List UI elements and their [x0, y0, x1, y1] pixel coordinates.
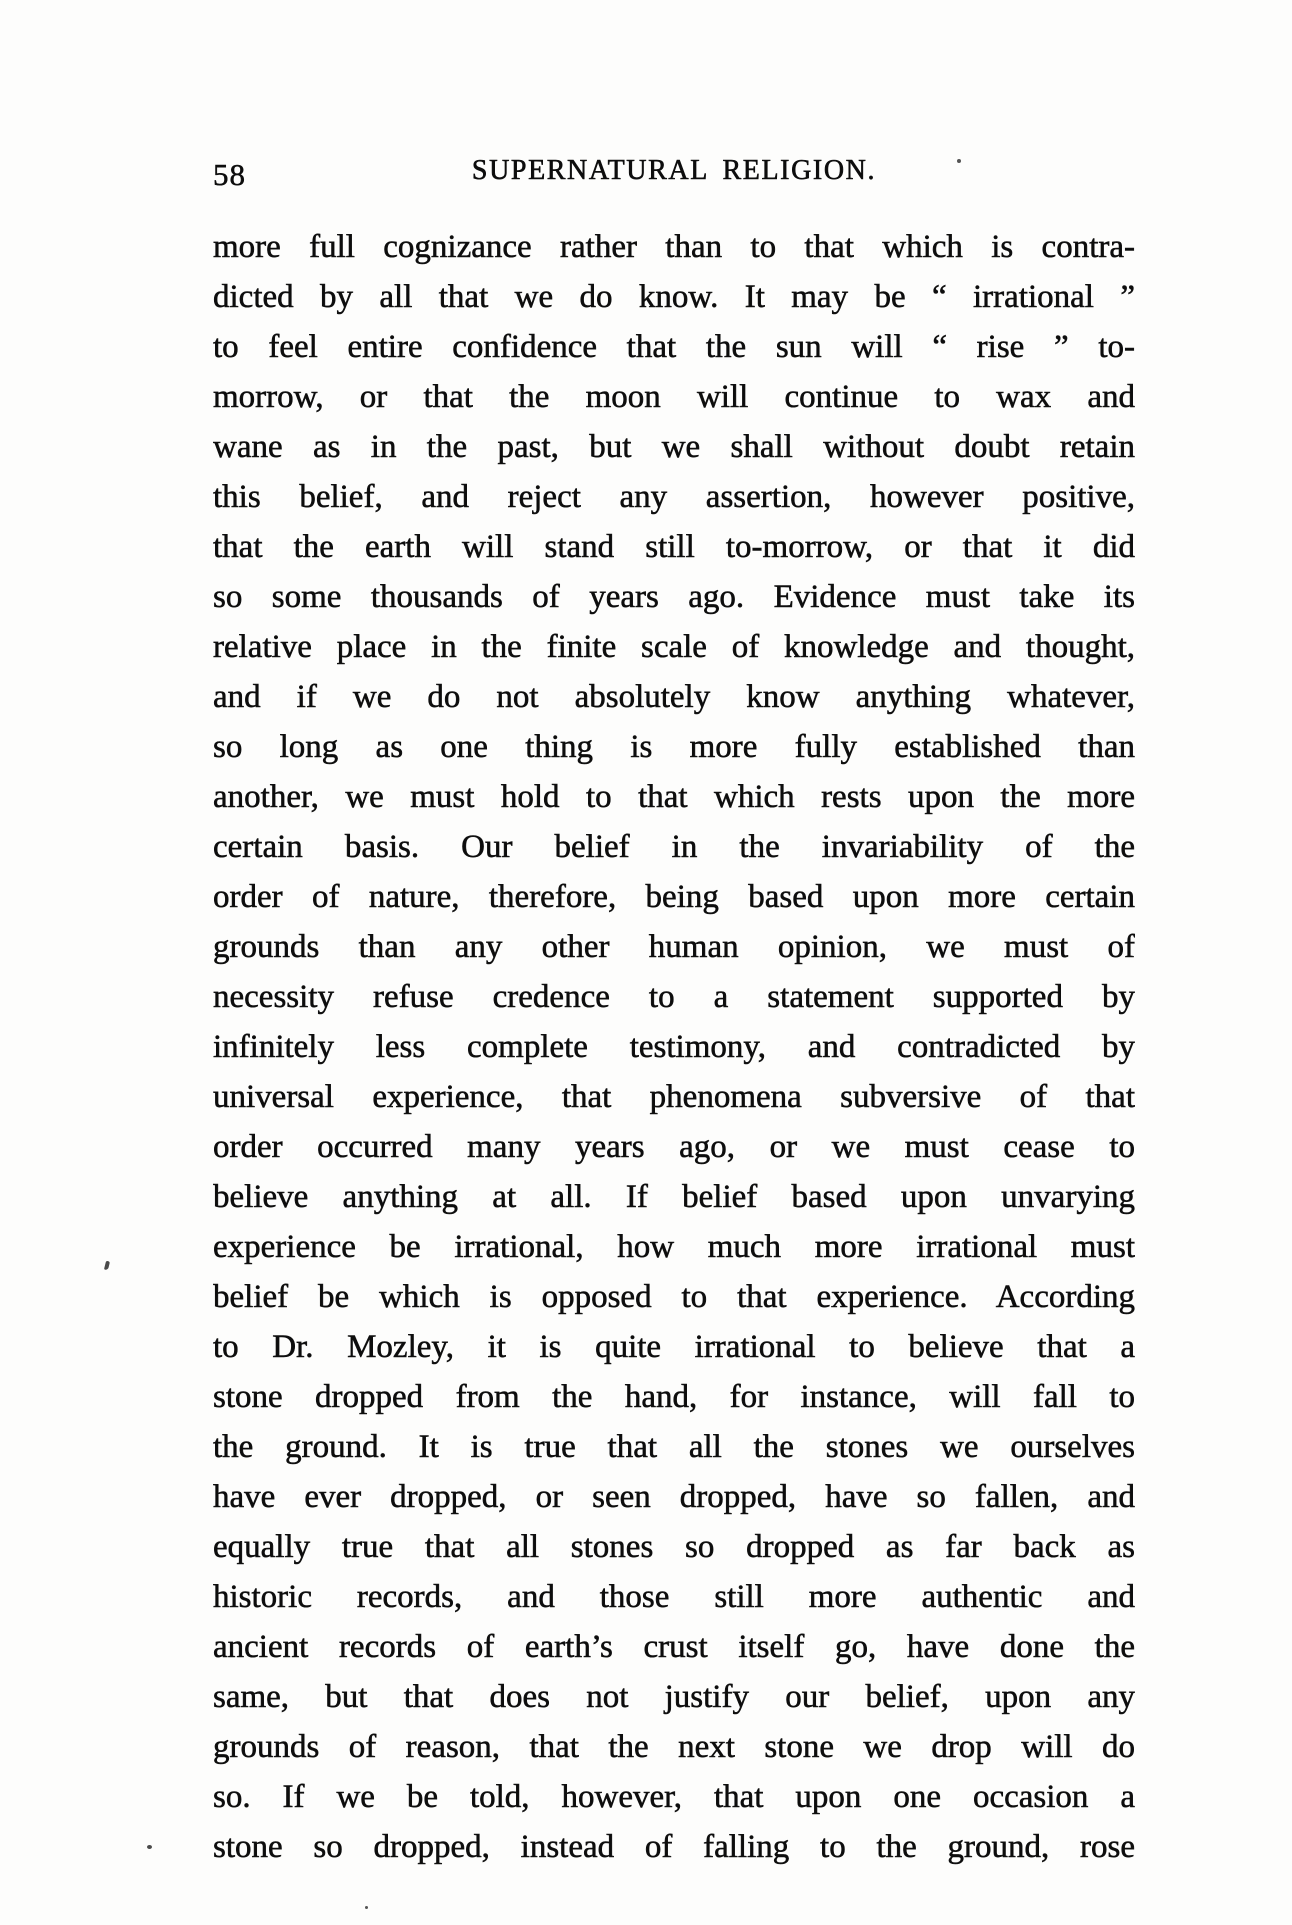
text-line: that the earth will stand still to-morrow, or that it did	[213, 529, 1135, 565]
running-header	[213, 155, 1135, 199]
text-line: and if we do not absolutely know anything whatever,	[213, 679, 1135, 715]
text-line: experience be irrational, how much more irrational must	[213, 1229, 1135, 1265]
text-line: to Dr. Mozley, it is quite irrational to believe that a	[213, 1329, 1135, 1365]
text-line: same, but that does not justify our belief, upon any	[213, 1679, 1135, 1715]
ink-speck	[365, 1906, 368, 1909]
body-text	[213, 222, 1135, 1872]
text-line: grounds than any other human opinion, we must of	[213, 929, 1135, 965]
text-line: more full cognizance rather than to that which is contra-	[213, 229, 1135, 265]
text-line: believe anything at all. If belief based upon unvarying	[213, 1179, 1135, 1215]
running-title: SUPERNATURAL RELIGION.	[471, 155, 877, 186]
text-line: to feel entire confidence that the sun will “ rise ” to-	[213, 329, 1135, 365]
page-number: 58	[213, 157, 246, 192]
text-line: relative place in the finite scale of knowledge and thought,	[213, 629, 1135, 665]
text-line: grounds of reason, that the next stone we drop will do	[213, 1729, 1135, 1765]
text-line: this belief, and reject any assertion, however positive,	[213, 479, 1135, 515]
text-line: historic records, and those still more authentic and	[213, 1579, 1135, 1615]
text-line: order of nature, therefore, being based upon more certain	[213, 879, 1135, 915]
text-line: infinitely less complete testimony, and contradicted by	[213, 1029, 1135, 1065]
text-line: the ground. It is true that all the stones we ourselves	[213, 1429, 1135, 1465]
text-line: so some thousands of years ago. Evidence must take its	[213, 579, 1135, 615]
text-line: another, we must hold to that which rests upon the more	[213, 779, 1135, 815]
text-line: stone so dropped, instead of falling to the ground, rose	[213, 1829, 1135, 1865]
text-line: wane as in the past, but we shall without doubt retain	[213, 429, 1135, 465]
text-line: necessity refuse credence to a statement supported by	[213, 979, 1135, 1015]
ink-speck	[147, 1845, 152, 1849]
text-line: ancient records of earth’s crust itself go, have done the	[213, 1629, 1135, 1665]
text-line: belief be which is opposed to that experience. According	[213, 1279, 1135, 1315]
text-line: have ever dropped, or seen dropped, have so fallen, and	[213, 1479, 1135, 1515]
text-line: universal experience, that phenomena subversive of that	[213, 1079, 1135, 1115]
text-line: dicted by all that we do know. It may be “ irrational ”	[213, 279, 1135, 315]
text-line: so long as one thing is more fully established than	[213, 729, 1135, 765]
ink-speck	[104, 1261, 110, 1271]
text-line: order occurred many years ago, or we must cease to	[213, 1129, 1135, 1165]
text-line: morrow, or that the moon will continue to wax and	[213, 379, 1135, 415]
text-line: certain basis. Our belief in the invariability of the	[213, 829, 1135, 865]
ink-speck	[957, 159, 961, 163]
text-line: so. If we be told, however, that upon one occasion a	[213, 1779, 1135, 1815]
text-line: equally true that all stones so dropped as far back as	[213, 1529, 1135, 1565]
text-line: stone dropped from the hand, for instance, will fall to	[213, 1379, 1135, 1415]
